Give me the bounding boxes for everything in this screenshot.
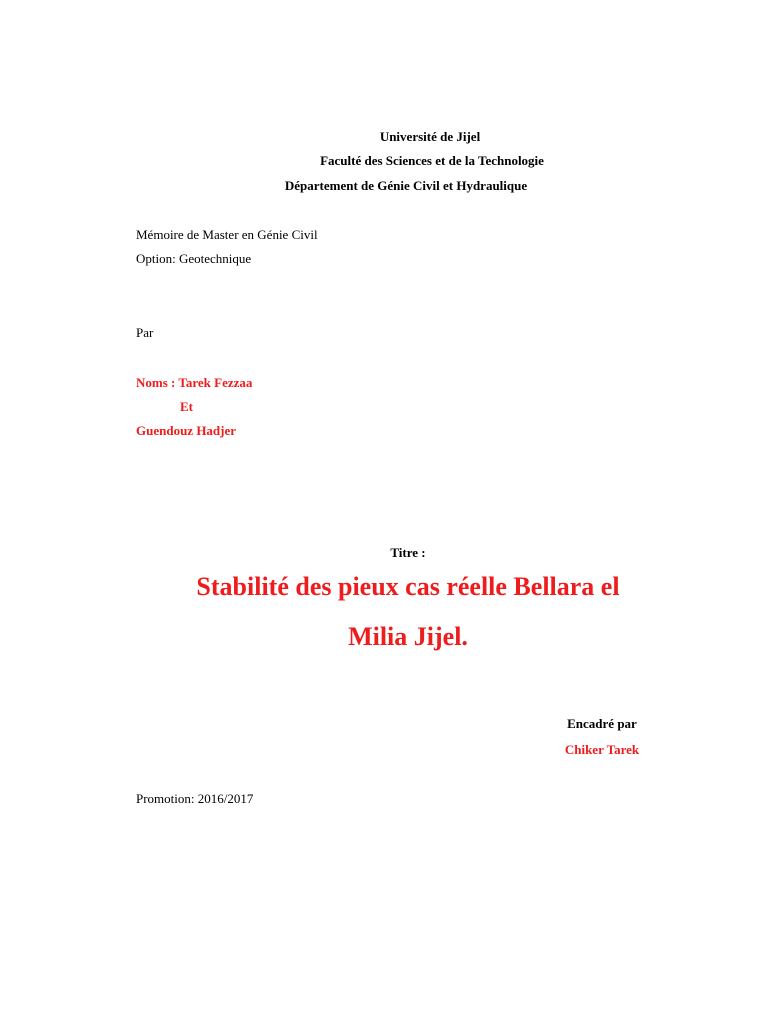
promotion-year: Promotion: 2016/2017 (136, 791, 254, 806)
document-title-line-2: Milia Jijel. (348, 622, 468, 651)
supervisor-label: Encadré par (567, 716, 637, 731)
supervisor-name: Chiker Tarek (564, 742, 640, 757)
faculty-name: Faculté des Sciences et de la Technologie (320, 153, 544, 168)
author-names: Noms : Tarek Fezzaa (136, 375, 253, 390)
department-name: Département de Génie Civil et Hydraulique (284, 178, 528, 193)
author-conjunction: Et (180, 399, 193, 414)
university-name: Université de Jijel (379, 129, 481, 144)
author-second: Guendouz Hadjer (136, 423, 237, 438)
memoire-type: Mémoire de Master en Génie Civil (136, 227, 318, 242)
par-label: Par (136, 325, 154, 340)
document-title-line-1: Stabilité des pieux cas réelle Bellara el (196, 572, 620, 601)
memoire-option: Option: Geotechnique (136, 251, 252, 266)
title-label: Titre : (390, 545, 426, 560)
